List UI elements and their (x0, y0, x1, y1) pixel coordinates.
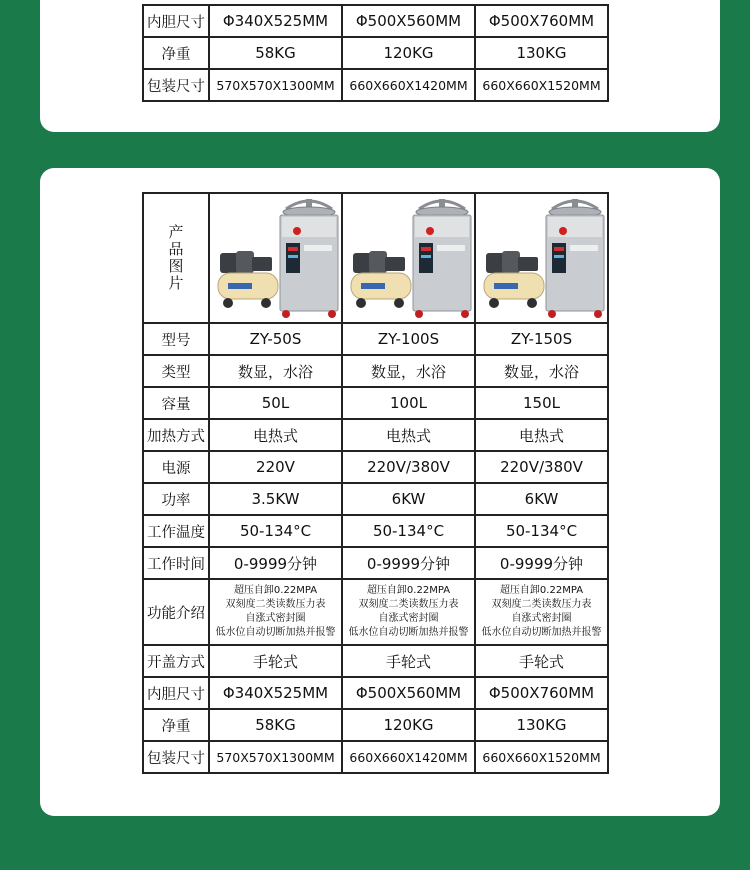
spec-value: 0-9999分钟 (209, 547, 342, 579)
row-label: 内胆尺寸 (143, 5, 209, 37)
row-label: 包装尺寸 (143, 69, 209, 101)
function-line: 双刻度二类读数压力表 (358, 599, 459, 610)
spec-value: ZY-150S (475, 323, 608, 355)
row-label: 净重 (143, 37, 209, 69)
spec-value: Φ500X760MM (475, 5, 608, 37)
spec-value: 58KG (209, 709, 342, 741)
row-label: 开盖方式 (143, 645, 209, 677)
spec-value: 50-134°C (342, 515, 475, 547)
spec-row (143, 5, 608, 37)
spec-value: 120KG (342, 709, 475, 741)
spec-value: 0-9999分钟 (342, 547, 475, 579)
row-label: 电源 (143, 451, 209, 483)
autoclave-sterilizer-with-air-compressor-icon (212, 195, 340, 321)
spec-row (143, 645, 608, 677)
spec-value: 6KW (342, 483, 475, 515)
spec-value: 50L (209, 387, 342, 419)
spec-value: 电热式 (342, 419, 475, 451)
function-line: 双刻度二类读数压力表 (225, 599, 326, 610)
autoclave-sterilizer-with-air-compressor-icon (478, 195, 606, 321)
spec-value: 6KW (475, 483, 608, 515)
function-line: 超压自卸0.22MPA (366, 585, 451, 596)
spec-row (143, 451, 608, 483)
spec-row (143, 355, 608, 387)
spec-value: 660X660X1420MM (342, 741, 475, 773)
spec-row (143, 387, 608, 419)
spec-value: 570X570X1300MM (209, 741, 342, 773)
row-label: 加热方式 (143, 419, 209, 451)
spec-value: 660X660X1520MM (475, 69, 608, 101)
spec-row (143, 741, 608, 773)
spec-value: 数显，水浴 (475, 355, 608, 387)
function-line: 超压自卸0.22MPA (233, 585, 318, 596)
spec-value: 130KG (475, 37, 608, 69)
row-label: 内胆尺寸 (143, 677, 209, 709)
spec-value: 50-134°C (209, 515, 342, 547)
function-line: 自涨式密封圈 (245, 613, 306, 624)
row-label: 功能介绍 (143, 579, 209, 645)
spec-row (143, 323, 608, 355)
spec-value: Φ500X760MM (475, 677, 608, 709)
product-image-label-text: 产品图片 (168, 223, 184, 292)
spec-value: ZY-50S (209, 323, 342, 355)
autoclave-sterilizer-with-air-compressor-icon (345, 195, 473, 321)
function-row (143, 579, 608, 645)
spec-value: Φ340X525MM (209, 5, 342, 37)
function-line: 低水位自动切断加热并报警 (481, 627, 602, 638)
spec-value: 220V (209, 451, 342, 483)
product-image-cell (209, 193, 342, 323)
top-spec-card (40, 0, 720, 132)
product-image-row (143, 193, 608, 323)
spec-row (143, 515, 608, 547)
spec-row (143, 419, 608, 451)
spec-value: 数显，水浴 (342, 355, 475, 387)
function-line: 自涨式密封圈 (511, 613, 572, 624)
row-label: 工作温度 (143, 515, 209, 547)
spec-row (143, 709, 608, 741)
spec-row (143, 69, 608, 101)
row-label: 型号 (143, 323, 209, 355)
spec-value: 3.5KW (209, 483, 342, 515)
function-cell (342, 579, 475, 645)
row-label: 功率 (143, 483, 209, 515)
spec-value: ZY-100S (342, 323, 475, 355)
top-spec-table (142, 4, 609, 102)
function-line: 超压自卸0.22MPA (499, 585, 584, 596)
main-spec-card (40, 168, 720, 816)
function-line: 自涨式密封圈 (378, 613, 439, 624)
product-image-label (143, 193, 209, 323)
spec-value: Φ340X525MM (209, 677, 342, 709)
spec-value: 130KG (475, 709, 608, 741)
row-label: 包装尺寸 (143, 741, 209, 773)
spec-value: 660X660X1420MM (342, 69, 475, 101)
spec-value: 220V/380V (475, 451, 608, 483)
spec-row (143, 483, 608, 515)
spec-value: 电热式 (475, 419, 608, 451)
spec-value: 100L (342, 387, 475, 419)
spec-value: 50-134°C (475, 515, 608, 547)
spec-value: 手轮式 (342, 645, 475, 677)
spec-value: 120KG (342, 37, 475, 69)
spec-row (143, 677, 608, 709)
function-line: 低水位自动切断加热并报警 (348, 627, 469, 638)
spec-value: Φ500X560MM (342, 5, 475, 37)
function-line: 低水位自动切断加热并报警 (215, 627, 336, 638)
spec-value: 660X660X1520MM (475, 741, 608, 773)
spec-value: 220V/380V (342, 451, 475, 483)
spec-value: 570X570X1300MM (209, 69, 342, 101)
spec-value: Φ500X560MM (342, 677, 475, 709)
spec-row (143, 37, 608, 69)
main-spec-table (142, 192, 609, 774)
function-cell (475, 579, 608, 645)
product-image-cell (342, 193, 475, 323)
function-cell (209, 579, 342, 645)
spec-value: 0-9999分钟 (475, 547, 608, 579)
product-image-cell (475, 193, 608, 323)
row-label: 类型 (143, 355, 209, 387)
spec-row (143, 547, 608, 579)
spec-value: 手轮式 (475, 645, 608, 677)
spec-value: 58KG (209, 37, 342, 69)
spec-value: 电热式 (209, 419, 342, 451)
row-label: 工作时间 (143, 547, 209, 579)
row-label: 容量 (143, 387, 209, 419)
function-line: 双刻度二类读数压力表 (491, 599, 592, 610)
row-label: 净重 (143, 709, 209, 741)
spec-value: 数显，水浴 (209, 355, 342, 387)
spec-value: 150L (475, 387, 608, 419)
spec-value: 手轮式 (209, 645, 342, 677)
